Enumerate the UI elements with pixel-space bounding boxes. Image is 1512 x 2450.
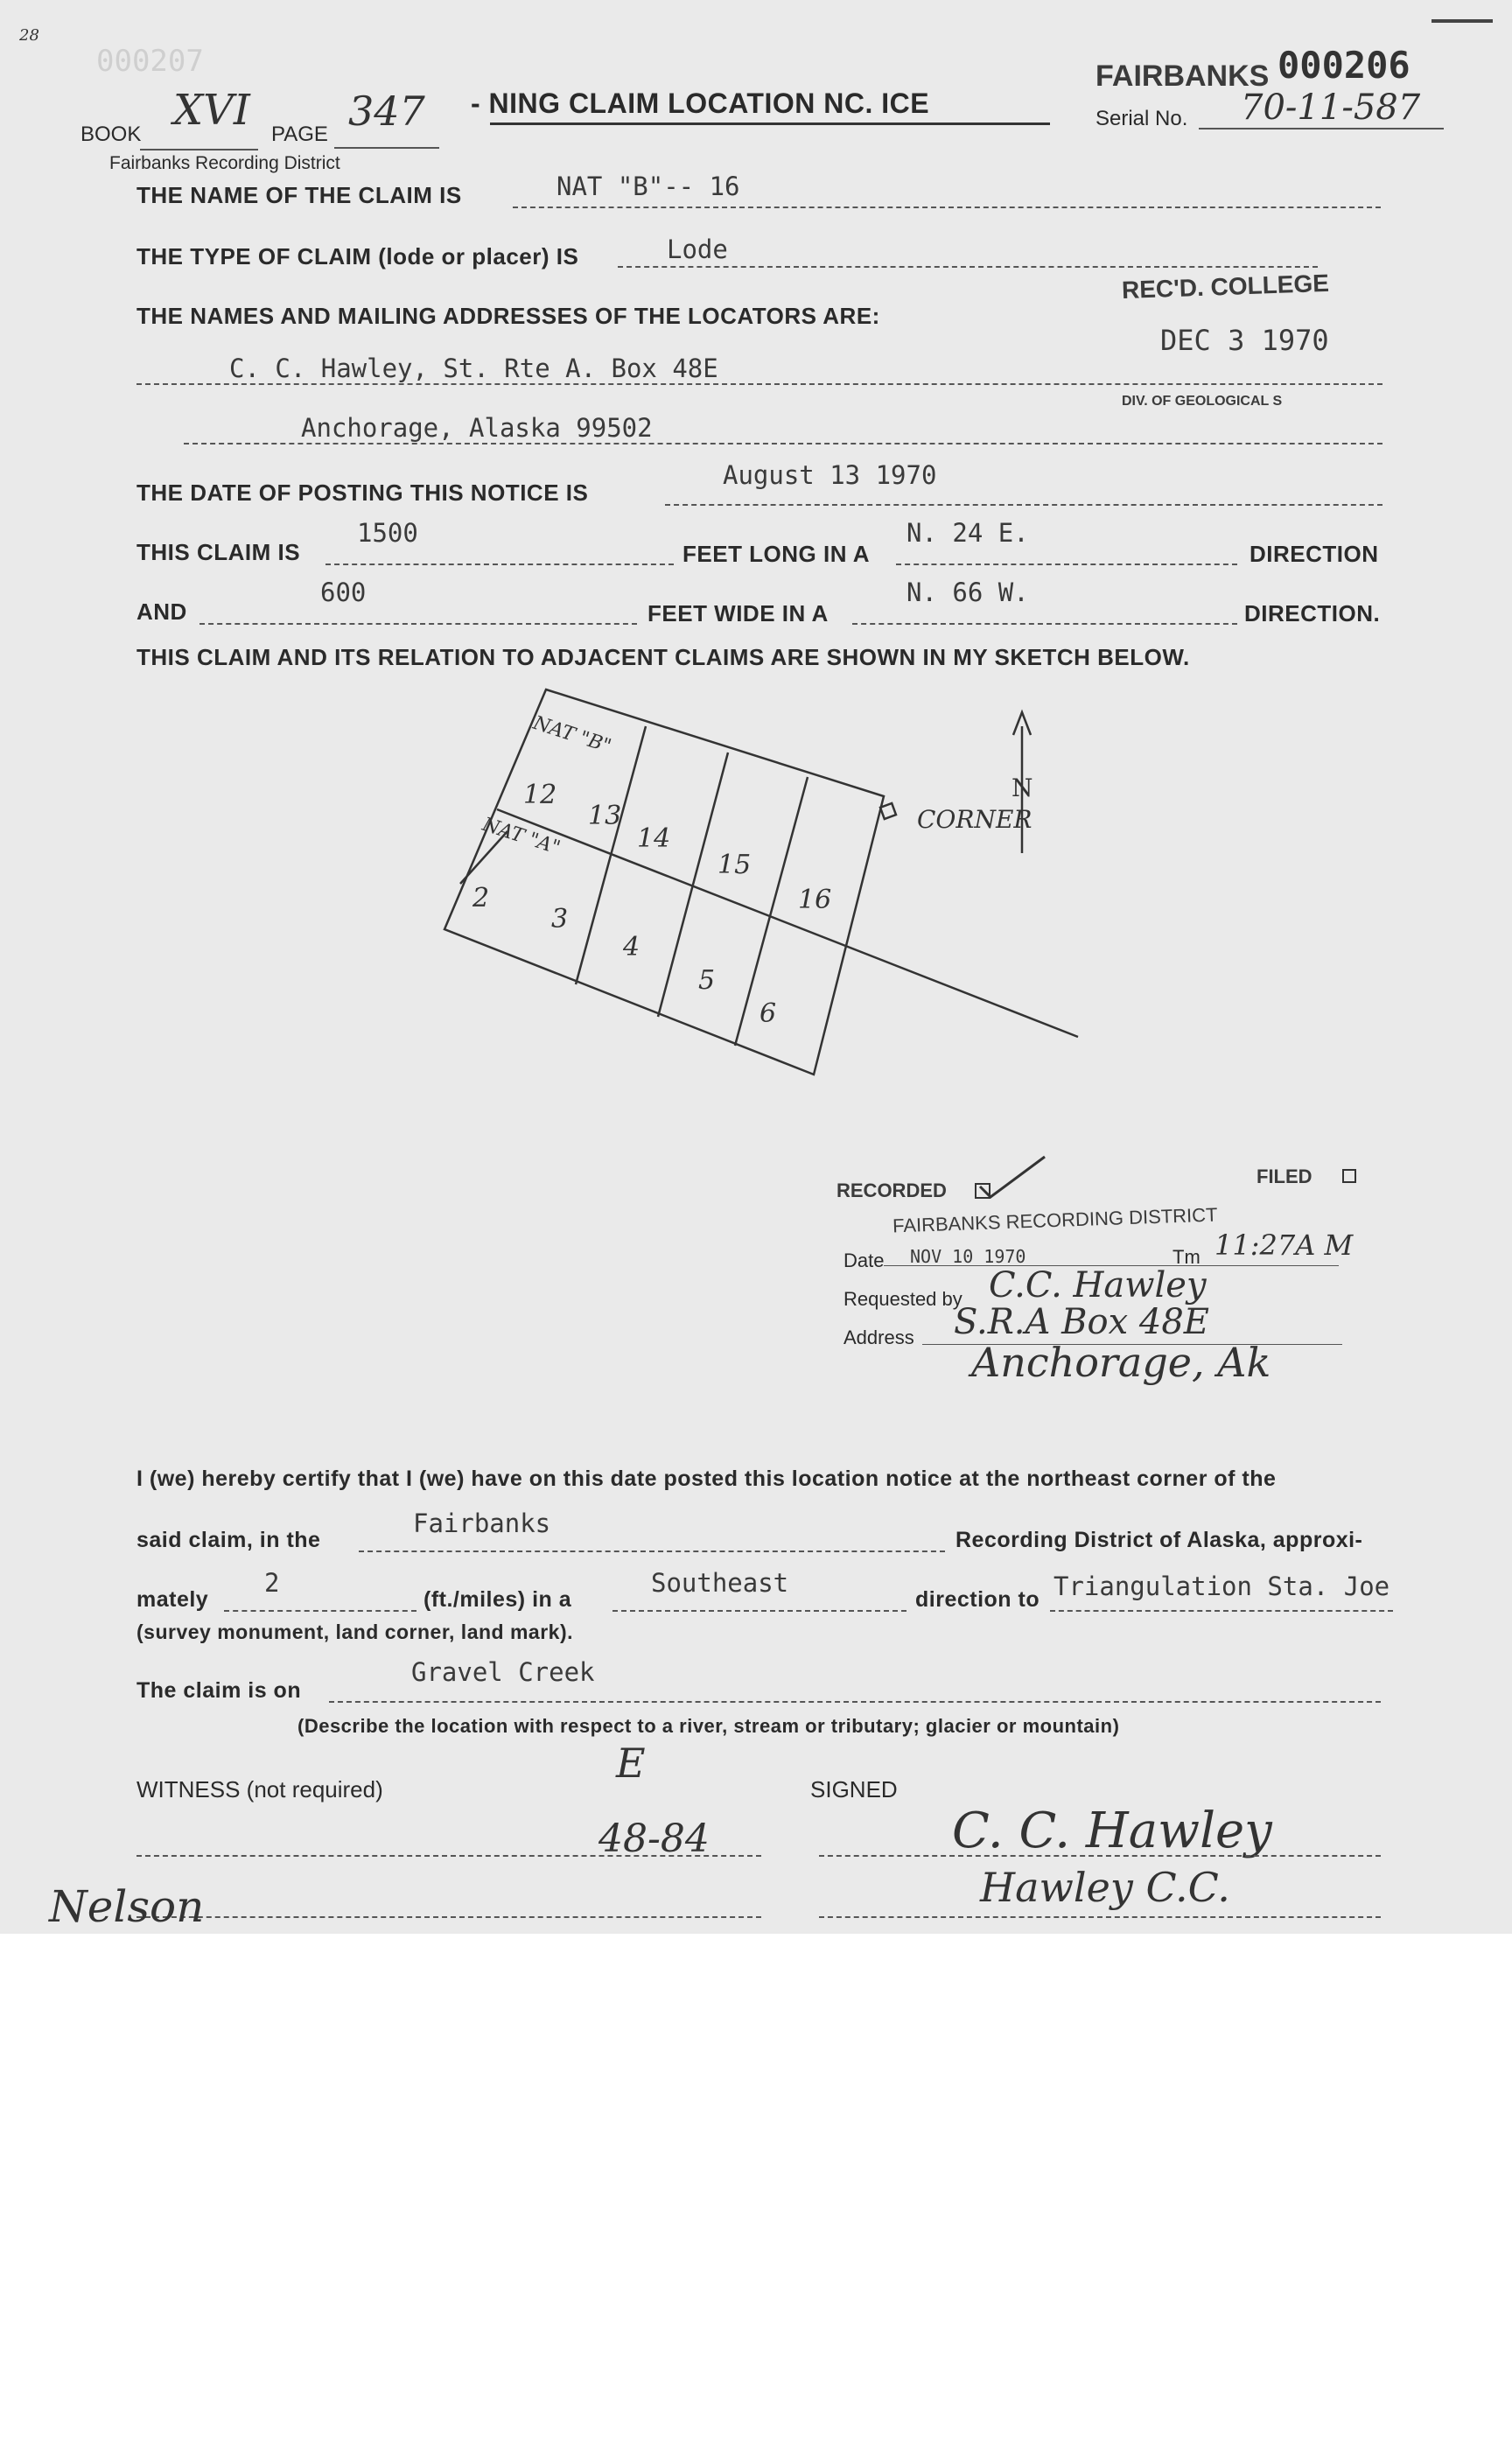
north-label: N [1012, 774, 1033, 802]
document-number: 000206 [1278, 44, 1410, 87]
received-stamp-line1: REC'D. COLLEGE [1121, 269, 1330, 304]
describe-note: (Describe the location with respect to a river, stream or tributary; glacier or mountain) [298, 1715, 1120, 1737]
wide-direction-line [852, 623, 1237, 625]
sketch-number-13: 13 [588, 801, 622, 831]
direction-line [612, 1610, 906, 1612]
signature-value-2: Hawley C.C. [980, 1864, 1230, 1911]
claim-on-line [329, 1701, 1381, 1703]
district-value: Fairbanks [413, 1508, 551, 1538]
serial-value: 70-11-587 [1241, 88, 1421, 128]
long-direction-label: DIRECTION [1250, 541, 1379, 567]
sketch-number-6: 6 [760, 998, 777, 1029]
faint-bleedthrough-number: 000207 [96, 44, 204, 79]
sketch-number-15: 15 [718, 850, 752, 880]
recording-time-value: 11:27A M [1214, 1228, 1354, 1262]
page-value: 347 [348, 88, 425, 135]
landmark-value: Triangulation Sta. Joe [1054, 1572, 1390, 1601]
claim-length-value: 1500 [357, 518, 418, 548]
address-label: Address [844, 1326, 914, 1348]
width-and-label: AND [136, 598, 187, 625]
notice-title: - NING CLAIM LOCATION NC. ICE [471, 88, 930, 119]
wide-direction-value: N. 66 W. [906, 578, 1029, 607]
signed-line-1 [819, 1855, 1381, 1857]
recorded-checkmark [978, 1152, 1048, 1204]
claim-name-label: THE NAME OF THE CLAIM IS [136, 182, 462, 208]
mately-label: mately [136, 1587, 209, 1612]
top-right-edge-mark [1432, 19, 1493, 23]
requested-by-label: Requested by [844, 1288, 962, 1310]
signed-line-2 [819, 1916, 1381, 1918]
posting-date-value: August 13 1970 [723, 460, 937, 490]
title-underline [490, 122, 1050, 125]
recording-date-value: NOV 10 1970 [910, 1246, 1026, 1267]
district-line [359, 1550, 945, 1552]
received-stamp-date: DEC 3 1970 [1160, 324, 1329, 357]
locator-value-2: Anchorage, Alaska 99502 [301, 413, 653, 443]
direction-value: Southeast [651, 1568, 789, 1598]
sketch-number-14: 14 [637, 823, 671, 854]
claim-length-label: THIS CLAIM IS [136, 539, 301, 565]
page-underline [334, 147, 439, 149]
sketch-intro-label: THIS CLAIM AND ITS RELATION TO ADJACENT CLAIMS ARE SHOWN IN MY SKETCH BELOW. [136, 644, 1190, 670]
direction-to-label: direction to [915, 1587, 1040, 1612]
landmark-line [1050, 1610, 1393, 1612]
locator-value-1: C. C. Hawley, St. Rte A. Box 48E [229, 354, 718, 383]
feet-long-label: FEET LONG IN A [682, 541, 871, 567]
locator-line-1 [136, 383, 1382, 385]
claim-sketch [420, 674, 1120, 1094]
claim-name-line [513, 206, 1381, 208]
claim-on-label: The claim is on [136, 1678, 302, 1703]
corner-mark: 28 [19, 26, 39, 45]
recorded-label: RECORDED [836, 1180, 947, 1201]
book-underline [140, 149, 258, 150]
sketch-outline [444, 690, 884, 1074]
witness-line-1 [136, 1855, 761, 1857]
page-label: PAGE [271, 122, 328, 146]
distance-value: 2 [264, 1568, 280, 1598]
address-value-1: S.R.A Box 48E [954, 1302, 1209, 1342]
district-caption: Fairbanks Recording District [109, 153, 340, 173]
survey-note: (survey monument, land corner, land mark). [136, 1620, 574, 1643]
long-direction-value: N. 24 E. [906, 518, 1029, 548]
filed-checkbox [1342, 1169, 1356, 1183]
claim-type-value: Lode [667, 234, 728, 264]
sketch-number-5: 5 [698, 965, 716, 996]
distance-line [224, 1610, 416, 1612]
serial-label: Serial No. [1096, 107, 1188, 130]
posting-date-line [665, 504, 1382, 506]
claim-name-value: NAT "B"-- 16 [556, 172, 740, 201]
sketch-number-16: 16 [798, 885, 832, 915]
sketch-divider-2 [658, 752, 728, 1017]
sketch-center-line [497, 809, 1078, 1037]
sketch-number-3: 3 [551, 904, 569, 934]
nat-a-label: NAT "A" [480, 813, 564, 860]
sketch-number-12: 12 [523, 780, 557, 810]
serial-underline [1199, 128, 1444, 130]
units-label: (ft./miles) in a [424, 1587, 572, 1612]
locator-line-2 [184, 443, 1382, 444]
signature-value: C. C. Hawley [952, 1802, 1272, 1859]
bottom-left-scrawl: Nelson [49, 1881, 205, 1932]
nat-b-label: NAT "B" [530, 711, 614, 759]
claim-type-line [618, 266, 1318, 268]
requested-by-value: C.C. Hawley [989, 1265, 1207, 1306]
witness-mark-top: E [616, 1740, 646, 1787]
claim-length-line [326, 564, 674, 565]
witness-line-2 [136, 1916, 761, 1918]
witness-label: WITNESS (not required) [136, 1776, 383, 1802]
address-value-2: Anchorage, Ak [971, 1339, 1271, 1386]
long-direction-line [896, 564, 1237, 565]
sketch-number-2: 2 [472, 883, 490, 914]
sketch-number-4: 4 [623, 932, 640, 962]
feet-wide-label: FEET WIDE IN A [648, 600, 829, 626]
said-claim-label: said claim, in the [136, 1528, 321, 1552]
fairbanks-stamp: FAIRBANKS [1096, 60, 1270, 93]
wide-direction-label: DIRECTION. [1244, 600, 1381, 626]
recording-time-label: Tm [1172, 1246, 1200, 1268]
corner-label: CORNER [917, 805, 1032, 834]
filed-label: FILED [1256, 1166, 1312, 1187]
corner-marker [880, 803, 896, 819]
witness-mark: 48-84 [598, 1816, 710, 1861]
claim-on-value: Gravel Creek [411, 1657, 595, 1687]
claim-width-value: 600 [320, 578, 367, 607]
posting-date-label: THE DATE OF POSTING THIS NOTICE IS [136, 480, 589, 506]
book-label: BOOK [80, 122, 142, 146]
certify-statement: I (we) hereby certify that I (we) have on this date posted this location notice at the northeast corner of the [136, 1466, 1277, 1491]
recording-district: FAIRBANKS RECORDING DISTRICT [892, 1203, 1218, 1237]
recording-district-label: Recording District of Alaska, approxi- [956, 1528, 1363, 1552]
locators-label: THE NAMES AND MAILING ADDRESSES OF THE LOCATORS ARE: [136, 303, 880, 329]
claim-width-line [200, 623, 637, 625]
signed-label: SIGNED [810, 1776, 898, 1802]
recording-date-label: Date [844, 1250, 885, 1271]
book-value: XVI [173, 86, 250, 135]
claim-type-label: THE TYPE OF CLAIM (lode or placer) IS [136, 243, 579, 270]
received-stamp-line3: DIV. OF GEOLOGICAL S [1122, 394, 1283, 409]
